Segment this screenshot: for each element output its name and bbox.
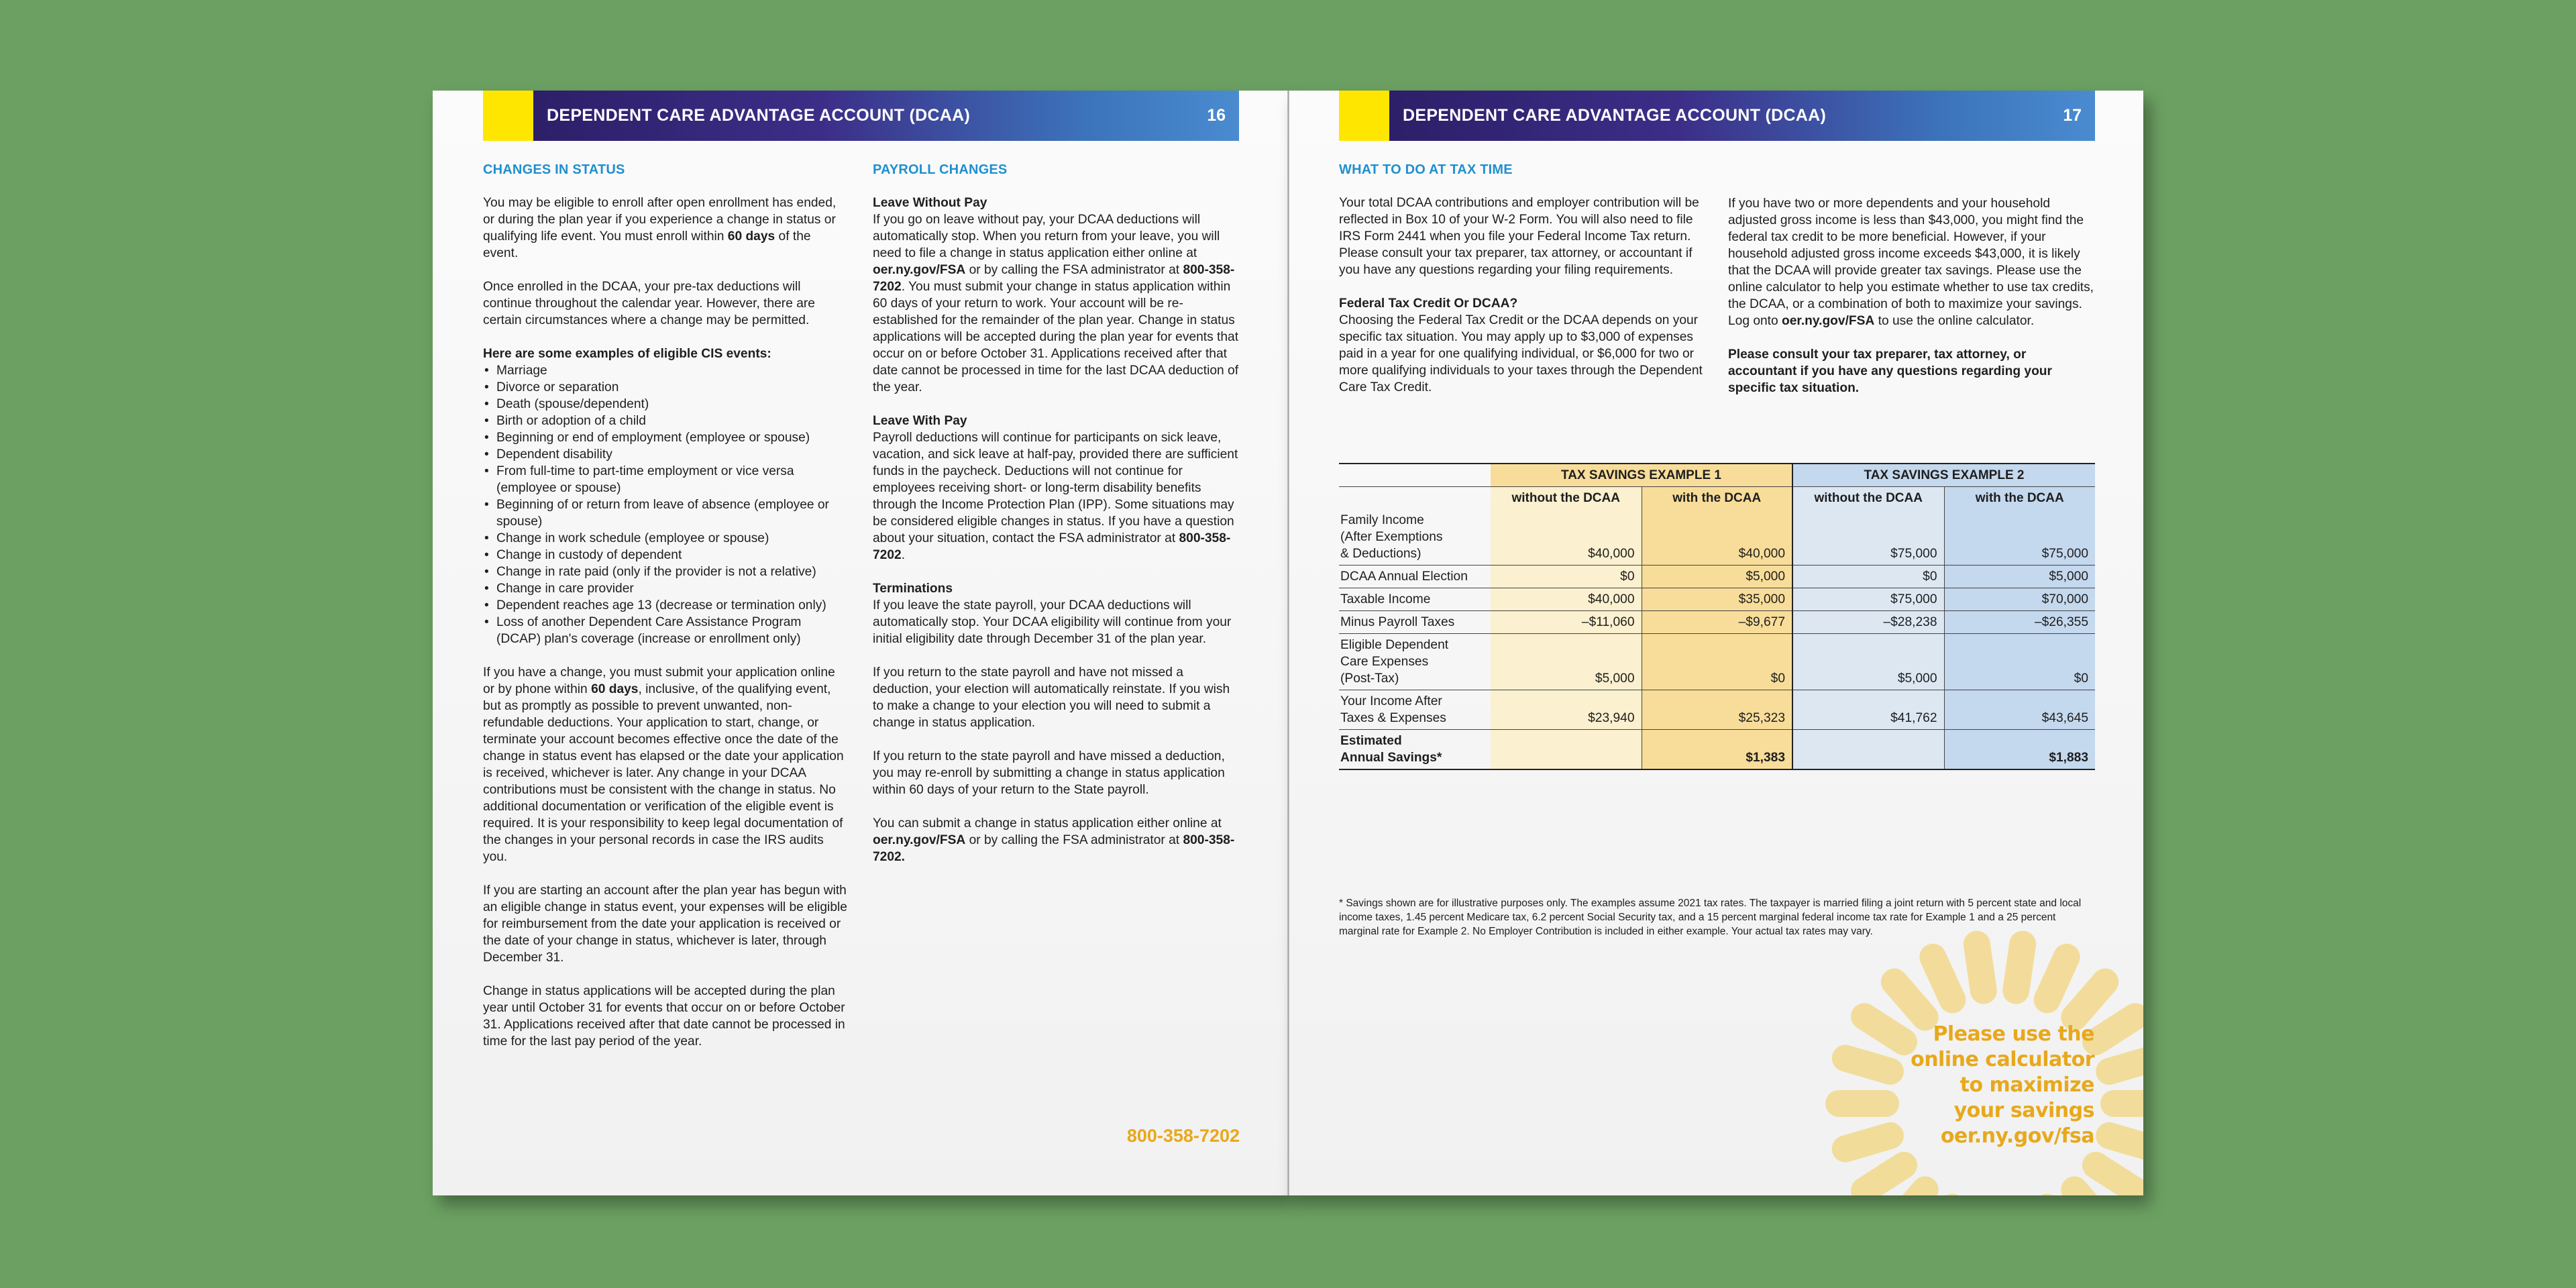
paragraph: If you return to the state payroll and have not missed a deduction, your election will automatically reinstate. If you wish to make a change to your election you will need to submit a change in status application. xyxy=(873,665,1230,730)
promo-line: Please use the xyxy=(1933,1022,2094,1046)
header-title: DEPENDENT CARE ADVANTAGE ACCOUNT (DCAA) xyxy=(547,106,971,125)
subheading: Here are some examples of eligible CIS events: xyxy=(483,347,771,361)
table-footnote: * Savings shown are for illustrative purposes only. The examples assume 2021 tax rates. The taxpayer is married filing a joint return with 5 percent state and local income taxes, 1.45 percent Medicare tax, 6.2 percent Social Security tax, and a 15 percent marginal federal income tax rate for Example 1 and a 25 percent marginal rate for Example 2. No Employer Contribution is included in either example. Your actual tax rates may vary. xyxy=(1339,898,2082,937)
table-row xyxy=(1339,566,2095,588)
subheading: Leave Without Pay xyxy=(873,196,987,210)
header-accent xyxy=(483,91,533,141)
section-heading: WHAT TO DO AT TAX TIME xyxy=(1339,162,1513,177)
table-cell: $43,645 xyxy=(1944,690,2095,730)
paragraph: Please consult your tax preparer, tax attorney, or accountant if you have any questions regarding your specific tax situation. xyxy=(1728,347,2052,395)
table-cell: $0 xyxy=(1491,566,1642,588)
tax-time-column xyxy=(1339,162,1705,413)
changes-in-status-column xyxy=(483,162,849,1067)
table-cell: $25,323 xyxy=(1642,690,1792,730)
list-item: • From full-time to part-time employment or vice versa (employee or spouse) xyxy=(483,463,849,496)
table-cell: –$11,060 xyxy=(1491,611,1642,634)
row-label: Eligible Dependent Care Expenses (Post-Tax) xyxy=(1339,634,1491,690)
sun-ray xyxy=(1962,929,1998,1006)
table-row xyxy=(1339,690,2095,730)
header-title: DEPENDENT CARE ADVANTAGE ACCOUNT (DCAA) xyxy=(1403,106,1827,125)
paragraph: You may be eligible to enroll after open enrollment has ended, or during the plan year if you experience a change in status or qualifying life event. You must enroll within 60 days of the event. xyxy=(483,196,837,260)
paragraph: If you leave the state payroll, your DCAA deductions will automatically stop. Your DCAA eligibility will continue from your initial eligibility date through December 31 of the plan year. xyxy=(873,598,1232,646)
list-item: • Loss of another Dependent Care Assistance Program (DCAP) plan's coverage (increase or enrollment only) xyxy=(483,614,849,647)
list-item: • Birth or adoption of a child xyxy=(483,413,849,429)
table-cell: $75,000 xyxy=(1792,588,1944,611)
table-cell: $70,000 xyxy=(1944,588,2095,611)
row-label: Taxable Income xyxy=(1339,588,1491,611)
url-link[interactable]: oer.ny.gov/FSA xyxy=(873,263,966,277)
list-item: • Change in work schedule (employee or spouse) xyxy=(483,530,849,547)
table-corner xyxy=(1339,487,1491,510)
sun-ray xyxy=(1825,1090,1899,1117)
book-spine xyxy=(1287,91,1289,1195)
subheading: Leave With Pay xyxy=(873,414,967,428)
paragraph: Change in status applications will be accepted during the plan year until October 31 for events that occur on or before October 31. Applications received after that date cannot be processed in time for the last pay period of the year. xyxy=(483,984,845,1049)
phone-number: 800-358-7202 xyxy=(873,263,1235,294)
tax-savings-table xyxy=(1339,463,2095,770)
table-cell: –$26,355 xyxy=(1944,611,2095,634)
table-cell: $41,762 xyxy=(1792,690,1944,730)
paragraph: If you are starting an account after the plan year has begun with an eligible change in status event, your expenses will be eligible for reimbursement from the date your application is received or the date of your change in status, whichever is later, through December 31. xyxy=(483,883,847,965)
table-cell: $1,383 xyxy=(1642,730,1792,770)
table-cell: $75,000 xyxy=(1792,509,1944,566)
page-16 xyxy=(433,91,1288,1195)
table-cell: $0 xyxy=(1792,566,1944,588)
paragraph: You can submit a change in status application either online at oer.ny.gov/FSA or by calling the FSA administrator at 800-358-7202. xyxy=(873,816,1235,864)
table-corner xyxy=(1339,464,1491,487)
table-cell: $5,000 xyxy=(1944,566,2095,588)
table-cell: $5,000 xyxy=(1642,566,1792,588)
page-17 xyxy=(1289,91,2143,1195)
list-item: • Change in rate paid (only if the provider is not a relative) xyxy=(483,564,849,580)
table-cell: $1,883 xyxy=(1944,730,2095,770)
column-header: without the DCAA xyxy=(1491,487,1642,510)
table-cell: $0 xyxy=(1944,634,2095,690)
paragraph: If you have two or more dependents and your household adjusted gross income is less than $43,000, you might find the federal tax credit to be more beneficial. However, if your household adjusted gross income exceeds $43,000, it is likely that the DCAA will provide greater tax savings. Please use the online calculator to help you estimate whether to use tax credits, the DCAA, or a combination of both to maximize your savings. Log onto oer.ny.gov/FSA to use the online calculator. xyxy=(1728,197,2094,328)
tax-advice-column xyxy=(1728,195,2097,413)
table-cell: $5,000 xyxy=(1792,634,1944,690)
table-cell xyxy=(1491,730,1642,770)
table-cell: $40,000 xyxy=(1491,588,1642,611)
cis-events-list xyxy=(483,362,849,647)
table-cell: $40,000 xyxy=(1491,509,1642,566)
list-item: • Dependent disability xyxy=(483,446,849,463)
paragraph: Once enrolled in the DCAA, your pre-tax deductions will continue throughout the calendar year. However, there are certain circumstances where a change may be permitted. xyxy=(483,280,815,327)
table-row xyxy=(1339,588,2095,611)
promo-url[interactable]: oer.ny.gov/fsa xyxy=(1940,1124,2094,1148)
sun-ray xyxy=(2001,929,2038,1006)
table-cell: $5,000 xyxy=(1491,634,1642,690)
page-header xyxy=(1339,91,2095,141)
page-number: 16 xyxy=(1207,106,1226,125)
list-item: • Divorce or separation xyxy=(483,379,849,396)
url-link[interactable]: oer.ny.gov/FSA xyxy=(1782,314,1875,328)
calculator-promo xyxy=(1911,1022,2094,1149)
table-cell: $35,000 xyxy=(1642,588,1792,611)
payroll-changes-column xyxy=(873,162,1241,882)
list-item: • Change in custody of dependent xyxy=(483,547,849,564)
row-label: Your Income After Taxes & Expenses xyxy=(1339,690,1491,730)
subheading: Terminations xyxy=(873,582,953,596)
row-label: Estimated Annual Savings* xyxy=(1339,730,1491,770)
row-label: DCAA Annual Election xyxy=(1339,566,1491,588)
section-heading: PAYROLL CHANGES xyxy=(873,162,1008,177)
table-row xyxy=(1339,730,2095,770)
page-header xyxy=(483,91,1239,141)
table-cell: –$9,677 xyxy=(1642,611,1792,634)
table-cell: $75,000 xyxy=(1944,509,2095,566)
table-row xyxy=(1339,611,2095,634)
example-2-header: TAX SAVINGS EXAMPLE 2 xyxy=(1792,464,2095,487)
list-item: • Change in care provider xyxy=(483,580,849,597)
paragraph: If you return to the state payroll and have missed a deduction, you may re-enroll by submitting a change in status application within 60 days of your return to the State payroll. xyxy=(873,749,1225,797)
promo-line: your savings xyxy=(1953,1099,2094,1122)
section-heading: CHANGES IN STATUS xyxy=(483,162,625,177)
phone-number: 800-358-7202 xyxy=(873,531,1231,562)
column-header: with the DCAA xyxy=(1642,487,1792,510)
header-accent xyxy=(1339,91,1389,141)
paragraph: Payroll deductions will continue for participants on sick leave, vacation, and sick leave at half-pay, provided there are sufficient funds in the paycheck. Deductions will not continue for employees receiving short- or long-term disability benefits through the Income Protection Plan (IPP). Some situations may be considered eligible changes in status. If you have a question about your situation, contact the FSA administrator at 800-358-7202. xyxy=(873,431,1238,562)
list-item: • Marriage xyxy=(483,362,849,379)
example-1-header: TAX SAVINGS EXAMPLE 1 xyxy=(1491,464,1792,487)
subheading: Federal Tax Credit Or DCAA? xyxy=(1339,297,1518,311)
list-item: • Beginning of or return from leave of absence (employee or spouse) xyxy=(483,496,849,530)
page-number: 17 xyxy=(2063,106,2082,125)
table-row xyxy=(1339,509,2095,566)
table-cell: $0 xyxy=(1642,634,1792,690)
table-cell: $23,940 xyxy=(1491,690,1642,730)
list-item: • Beginning or end of employment (employee or spouse) xyxy=(483,429,849,446)
paragraph: If you go on leave without pay, your DCAA deductions will automatically stop. When you return from your leave, you will need to file a change in status application either online at oer.ny.gov/FSA or by calling the FSA administrator at 800-358-7202. You must submit your change in status application within 60 days of your return to work. Your account will be re-established for the remainder of the plan year. Change in status applications will be accepted during the plan year for events that occur on or before October 31. Applications received after that date cannot be processed in time for the last DCAA deduction of the year. xyxy=(873,213,1239,394)
table-cell xyxy=(1792,730,1944,770)
sun-ray xyxy=(2100,1090,2143,1117)
column-header: with the DCAA xyxy=(1944,487,2095,510)
table-cell: $40,000 xyxy=(1642,509,1792,566)
table-row xyxy=(1339,634,2095,690)
paragraph: Your total DCAA contributions and employer contribution will be reflected in Box 10 of your W-2 Form. You will also need to file IRS Form 2441 when you file your Federal Income Tax return. Please consult your tax preparer, tax attorney, or accountant if you have any questions regarding your filing requirements. xyxy=(1339,196,1699,277)
row-label: Minus Payroll Taxes xyxy=(1339,611,1491,634)
list-item: • Death (spouse/dependent) xyxy=(483,396,849,413)
url-link[interactable]: oer.ny.gov/FSA xyxy=(873,833,966,847)
paragraph: Choosing the Federal Tax Credit or the DCAA depends on your specific tax situation. You may apply up to $3,000 of expenses paid in a year for one qualifying individual, or $6,000 for two or more qualifying individuals to your taxes through the Dependent Care Tax Credit. xyxy=(1339,313,1703,394)
paragraph: If you have a change, you must submit your application online or by phone within 60 days, inclusive, of the qualifying event, but as promptly as possible to prevent unwanted, non-refundable deductions. Your application to start, change, or terminate your account becomes effective once the date of the change in status event has elapsed or the date your application is received, whichever is later. Any change in your DCAA contributions must be consistent with the change in status. No additional documentation or verification of the eligible event is required. It is your responsibility to keep legal documentation of the changes in your personal records in case the IRS audits you. xyxy=(483,665,844,864)
column-header: without the DCAA xyxy=(1792,487,1944,510)
list-item: • Dependent reaches age 13 (decrease or termination only) xyxy=(483,597,849,614)
table-cell: –$28,238 xyxy=(1792,611,1944,634)
footer-phone: 800-358-7202 xyxy=(1126,1126,1240,1146)
row-label: Family Income (After Exemptions & Deductions) xyxy=(1339,509,1491,566)
promo-line: online calculator xyxy=(1911,1048,2094,1071)
phone-number: 800-358-7202. xyxy=(873,833,1235,864)
promo-line: to maximize xyxy=(1960,1073,2094,1097)
